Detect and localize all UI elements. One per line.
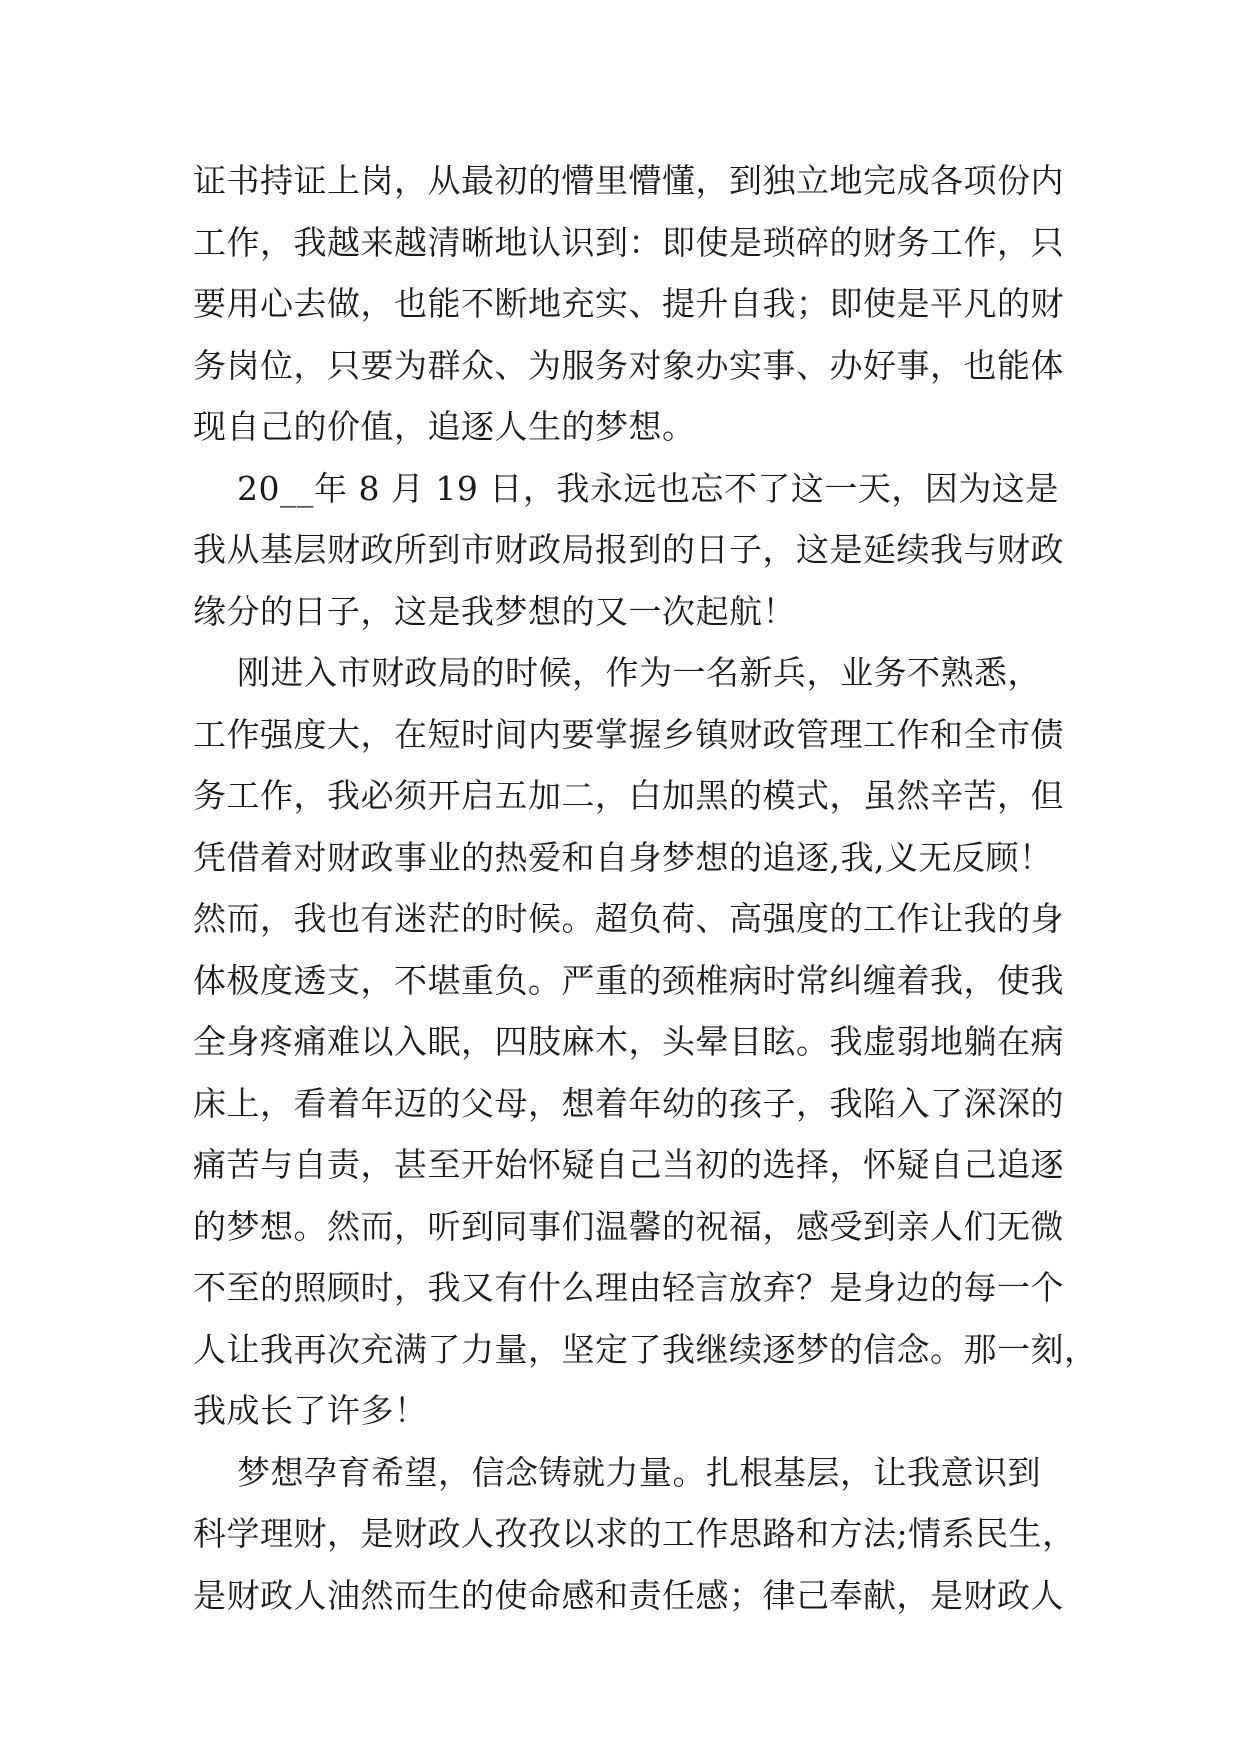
text-line: 务工作，我必须开启五加二，白加黑的模式，虽然辛苦，但 [193,776,1064,815]
text-line: 然而，我也有迷茫的时候。超负荷、高强度的工作让我的身 [193,899,1064,938]
text-line: 不至的照顾时，我又有什么理由轻言放弃？是身边的每一个 [193,1268,1064,1307]
text-line: 我从基层财政所到市财政局报到的日子，这是延续我与财政 [193,530,1064,569]
text-line: 现自己的价值，追逐人生的梦想。 [193,407,696,446]
text-line: 梦想孕育希望，信念铸就力量。扎根基层，让我意识到 [193,1452,1041,1492]
text-line: 全身疼痛难以入眠，四肢麻木，头晕目眩。我虚弱地躺在病 [193,1022,1064,1061]
text-line: 务岗位，只要为群众、为服务对象办实事、办好事，也能体 [193,345,1064,385]
text-line: 我成长了许多！ [193,1391,428,1430]
text-line: 痛苦与自责，甚至开始怀疑自己当初的选择，怀疑自己追逐 [193,1145,1064,1184]
text-line: 凭借着对财政事业的热爱和自身梦想的追逐,我,义无反顾！ [193,837,1053,877]
body-text [193,150,1098,1626]
text-line: 是财政人油然而生的使命感和责任感；律己奉献，是财政人 [193,1575,1064,1615]
text-line: 床上，看着年迈的父母，想着年幼的孩子，我陷入了深深的 [193,1083,1064,1123]
text-line: 科学理财，是财政人孜孜以求的工作思路和方法;情系民生， [193,1514,1076,1553]
text-line: 工作，我越来越清晰地认识到：即使是琐碎的财务工作，只 [193,222,1064,262]
text-line: 工作强度大，在短时间内要掌握乡镇财政管理工作和全市债 [193,714,1064,754]
text-line: 的梦想。然而，听到同事们温馨的祝福，感受到亲人们无微 [193,1206,1064,1246]
text-line: 人让我再次充满了力量，坚定了我继续逐梦的信念。那一刻， [193,1329,1098,1369]
text-line: 体极度透支，不堪重负。严重的颈椎病时常纠缠着我，使我 [193,960,1064,1000]
text-line: 证书持证上岗，从最初的懵里懵懂，到独立地完成各项份内 [193,161,1064,200]
text-line: 刚进入市财政局的时候，作为一名新兵，业务不熟悉， [193,653,1041,692]
text-line: 缘分的日子，这是我梦想的又一次起航！ [193,591,796,631]
text-line: 20__年 8 月 19 日，我永远也忘不了这一天，因为这是 [193,468,1059,508]
text-line: 要用心去做，也能不断地充实、提升自我；即使是平凡的财 [193,284,1064,323]
